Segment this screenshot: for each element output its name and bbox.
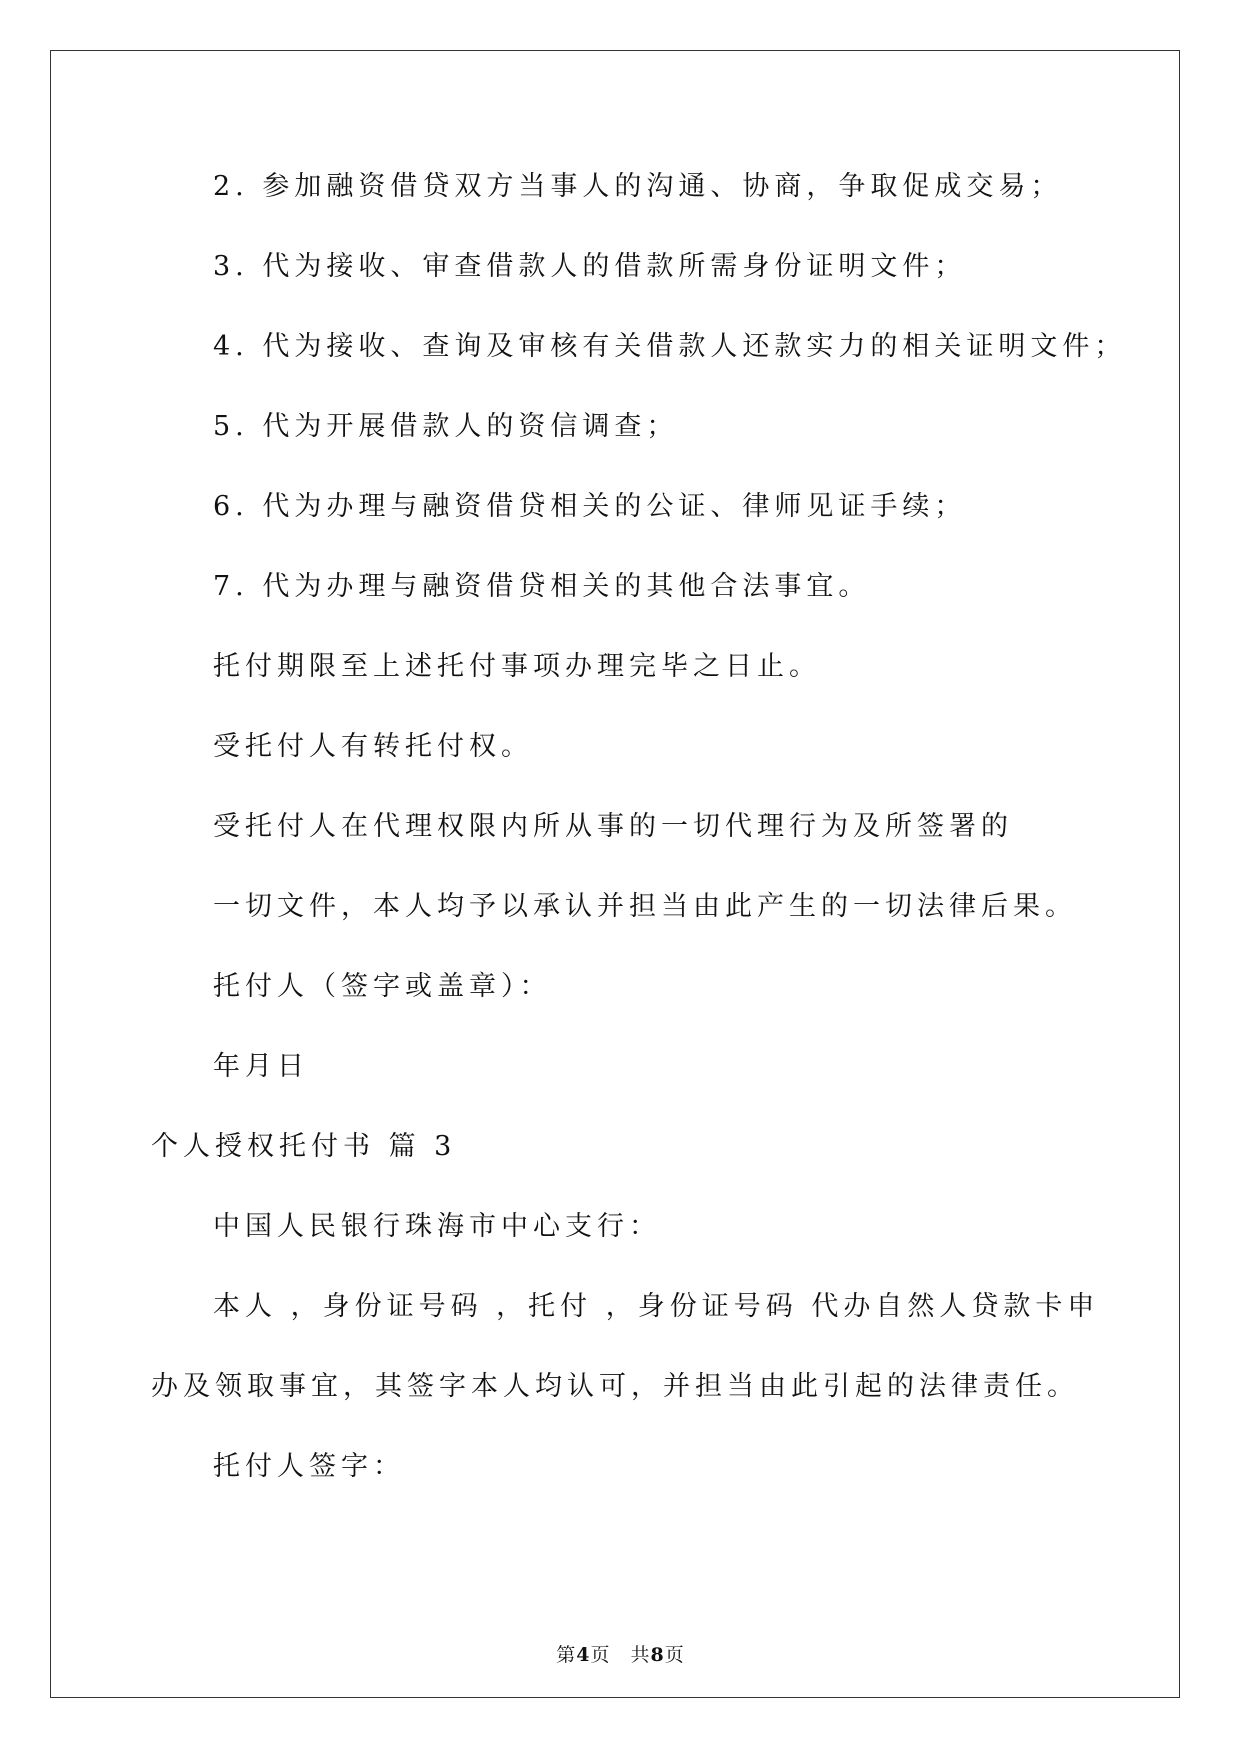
transfer-paragraph: 受托付人有转托付权。 xyxy=(213,731,533,762)
list-item: 5. 代为开展借款人的资信调查； xyxy=(213,411,679,442)
list-item: 6. 代为办理与融资借贷相关的公证、律师见证手续； xyxy=(213,491,967,522)
term-paragraph: 托付期限至上述托付事项办理完毕之日止。 xyxy=(213,651,821,682)
signature-line-2: 托付人签字： xyxy=(213,1451,405,1482)
footer-mid: 页 共 xyxy=(590,1644,651,1666)
current-page-number: 4 xyxy=(576,1644,591,1666)
page-number-footer xyxy=(0,1640,1241,1667)
list-item: 4. 代为接收、查询及审核有关借款人还款实力的相关证明文件； xyxy=(213,331,1127,362)
body-line2: 办及领取事宜，其签字本人均认可，并担当由此引起的法律责任。 xyxy=(151,1371,1079,1402)
list-item: 7. 代为办理与融资借贷相关的其他合法事宜。 xyxy=(213,571,871,602)
scope-paragraph-line1: 受托付人在代理权限内所从事的一切代理行为及所签署的 xyxy=(213,811,1013,842)
addressee: 中国人民银行珠海市中心支行： xyxy=(213,1211,661,1242)
total-page-number: 8 xyxy=(650,1644,665,1666)
date-line: 年月日 xyxy=(213,1051,309,1082)
section-heading: 个人授权托付书 篇 3 xyxy=(151,1131,457,1162)
signature-line: 托付人（签字或盖章）： xyxy=(213,971,552,1002)
scope-paragraph-line2: 一切文件，本人均予以承认并担当由此产生的一切法律后果。 xyxy=(213,891,1077,922)
footer-prefix: 第 xyxy=(556,1644,577,1666)
list-item: 3. 代为接收、审查借款人的借款所需身份证明文件； xyxy=(213,251,967,282)
list-item: 2. 参加融资借贷双方当事人的沟通、协商，争取促成交易； xyxy=(213,171,1063,202)
footer-suffix: 页 xyxy=(664,1644,685,1666)
body-line1: 本人 ，身份证号码 ，托付 ，身份证号码 代办自然人贷款卡申 xyxy=(213,1291,1100,1322)
